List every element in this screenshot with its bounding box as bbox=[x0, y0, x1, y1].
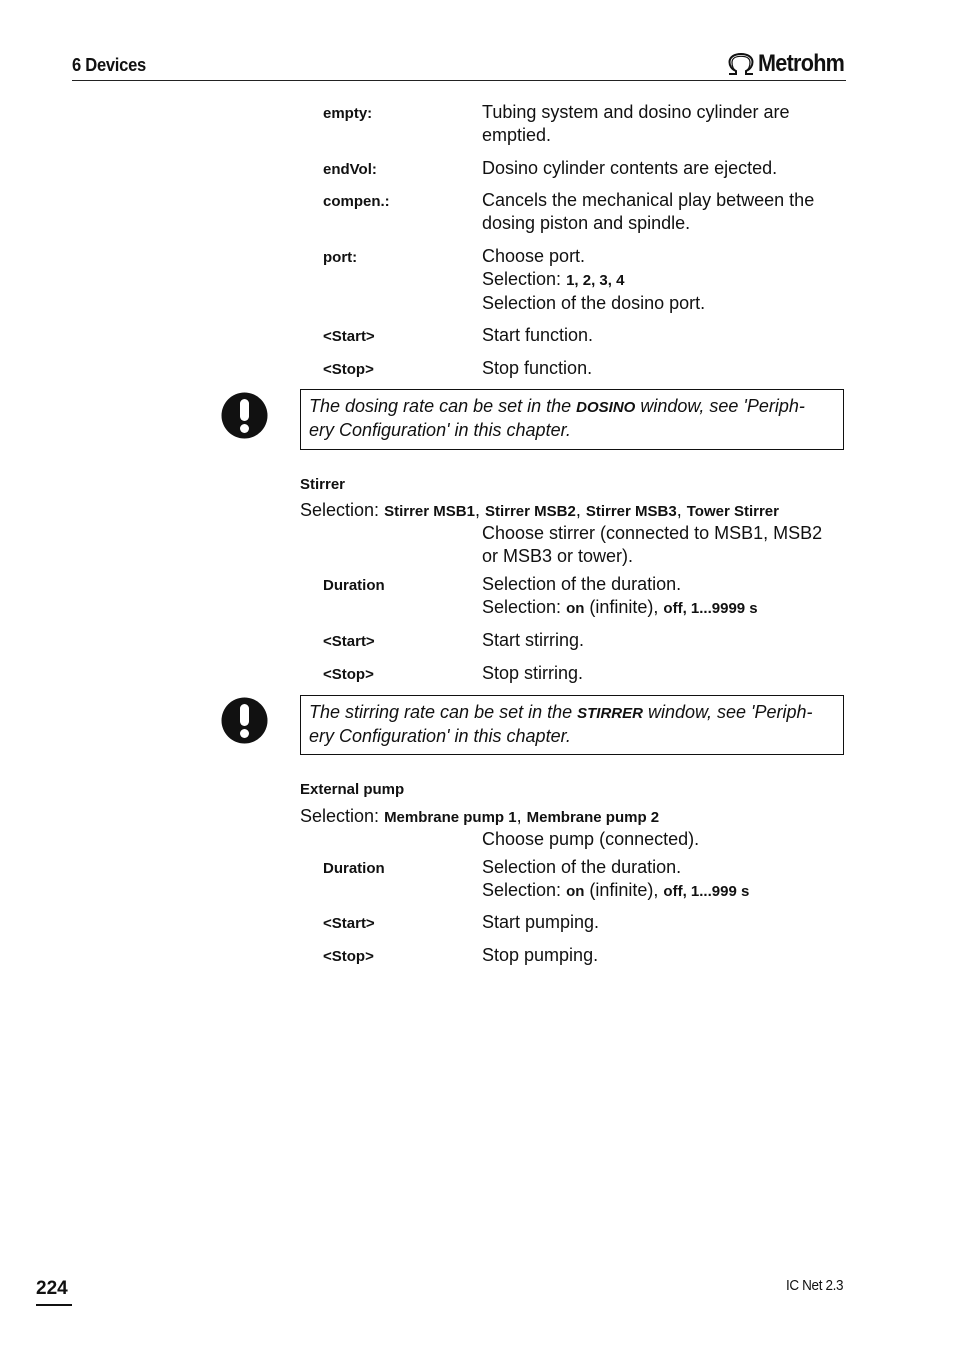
selection-prefix: Selection: bbox=[300, 806, 385, 826]
duration-desc: Selection of the duration. bbox=[482, 574, 682, 594]
desc-start: Start function. bbox=[482, 325, 594, 345]
term-start: <Start> bbox=[323, 915, 375, 932]
port-values: 1, 2, 3, 4 bbox=[566, 272, 625, 289]
selection-prefix: Selection: bbox=[482, 269, 567, 289]
note2-line1 bbox=[309, 701, 835, 725]
desc-duration bbox=[482, 573, 847, 620]
note1-line1 bbox=[309, 395, 835, 419]
term-start: <Start> bbox=[323, 328, 375, 345]
term-duration: Duration bbox=[323, 860, 385, 877]
duration-selection bbox=[482, 596, 847, 620]
stirrer-selection bbox=[300, 500, 779, 521]
note1-line2: ery Configuration' in this chapter. bbox=[309, 420, 571, 440]
term-stop: <Stop> bbox=[323, 666, 374, 683]
exclamation-icon bbox=[221, 392, 268, 439]
port-selection bbox=[482, 268, 847, 292]
duration-on: on bbox=[566, 883, 585, 900]
duration-desc: Selection of the duration. bbox=[482, 857, 682, 877]
desc-empty: Tubing system and dosino cylinder are emptied. bbox=[482, 102, 790, 145]
note1-pre: The dosing rate can be set in the bbox=[309, 396, 577, 416]
duration-mid: (infinite), bbox=[584, 880, 664, 900]
section-title: 6 Devices bbox=[72, 55, 146, 75]
note-stirring-rate bbox=[300, 695, 844, 755]
duration-on: on bbox=[566, 600, 585, 617]
duration-range: off, 1...9999 s bbox=[663, 600, 758, 617]
selection-prefix: Selection: bbox=[482, 597, 567, 617]
note2-keyword: STIRRER bbox=[577, 705, 643, 722]
page-number: 224 bbox=[36, 1278, 72, 1306]
pump-selection bbox=[300, 806, 659, 827]
term-start: <Start> bbox=[323, 633, 375, 650]
header-rule bbox=[205, 80, 846, 81]
note2-post: window, see 'Periph- bbox=[642, 702, 813, 722]
stirrer-opt4: Tower Stirrer bbox=[686, 503, 779, 520]
port-line3: Selection of the dosino port. bbox=[482, 293, 706, 313]
term-port: port: bbox=[323, 249, 358, 266]
omega-icon bbox=[726, 52, 756, 76]
term-endvol: endVol: bbox=[323, 161, 377, 178]
term-stop: <Stop> bbox=[323, 361, 374, 378]
pump-heading: External pump bbox=[300, 781, 405, 798]
duration-range: off, 1...999 s bbox=[663, 883, 750, 900]
note2-line2: ery Configuration' in this chapter. bbox=[309, 726, 571, 746]
product-version: IC Net 2.3 bbox=[786, 1277, 844, 1294]
pump-opt2: Membrane pump 2 bbox=[526, 809, 660, 826]
desc-stop: Stop pumping. bbox=[482, 945, 599, 965]
header-rule-left bbox=[72, 80, 206, 81]
stirrer-opt2: Stirrer MSB2 bbox=[484, 503, 576, 520]
note-dosino-rate bbox=[300, 389, 844, 450]
desc-duration bbox=[482, 856, 847, 903]
term-compen: compen.: bbox=[323, 193, 390, 210]
desc-port bbox=[482, 245, 847, 315]
selection-prefix: Selection: bbox=[300, 500, 385, 520]
sep: , bbox=[516, 806, 527, 826]
sep: , bbox=[575, 500, 586, 520]
note1-keyword: DOSINO bbox=[576, 399, 636, 416]
stirrer-heading: Stirrer bbox=[300, 476, 346, 493]
desc-stop: Stop function. bbox=[482, 358, 593, 378]
note1-post: window, see 'Periph- bbox=[635, 396, 805, 416]
duration-selection bbox=[482, 879, 847, 903]
desc-endvol: Dosino cylinder contents are ejected. bbox=[482, 158, 778, 178]
duration-mid: (infinite), bbox=[584, 597, 664, 617]
selection-prefix: Selection: bbox=[482, 880, 567, 900]
term-empty: empty: bbox=[323, 105, 373, 122]
stirrer-opt1: Stirrer MSB1 bbox=[384, 503, 475, 520]
pump-opt1: Membrane pump 1 bbox=[384, 809, 517, 826]
desc-start: Start pumping. bbox=[482, 912, 600, 932]
stirrer-opt3: Stirrer MSB3 bbox=[585, 503, 677, 520]
term-stop: <Stop> bbox=[323, 948, 374, 965]
desc-start: Start stirring. bbox=[482, 630, 585, 650]
exclamation-icon bbox=[221, 697, 268, 744]
stirrer-choose: Choose stirrer (connected to MSB1, MSB2 or MSB3 or tower). bbox=[482, 523, 823, 566]
desc-stop: Stop stirring. bbox=[482, 663, 584, 683]
note2-pre: The stirring rate can be set in the bbox=[309, 702, 578, 722]
port-line1: Choose port. bbox=[482, 246, 586, 266]
sep: , bbox=[676, 500, 687, 520]
brand-logo bbox=[726, 50, 854, 78]
term-duration: Duration bbox=[323, 577, 385, 594]
logo-text: Metrohm bbox=[758, 50, 845, 77]
sep: , bbox=[474, 500, 485, 520]
pump-choose: Choose pump (connected). bbox=[482, 829, 700, 849]
desc-compen: Cancels the mechanical play between the dosing piston and spindle. bbox=[482, 190, 815, 233]
